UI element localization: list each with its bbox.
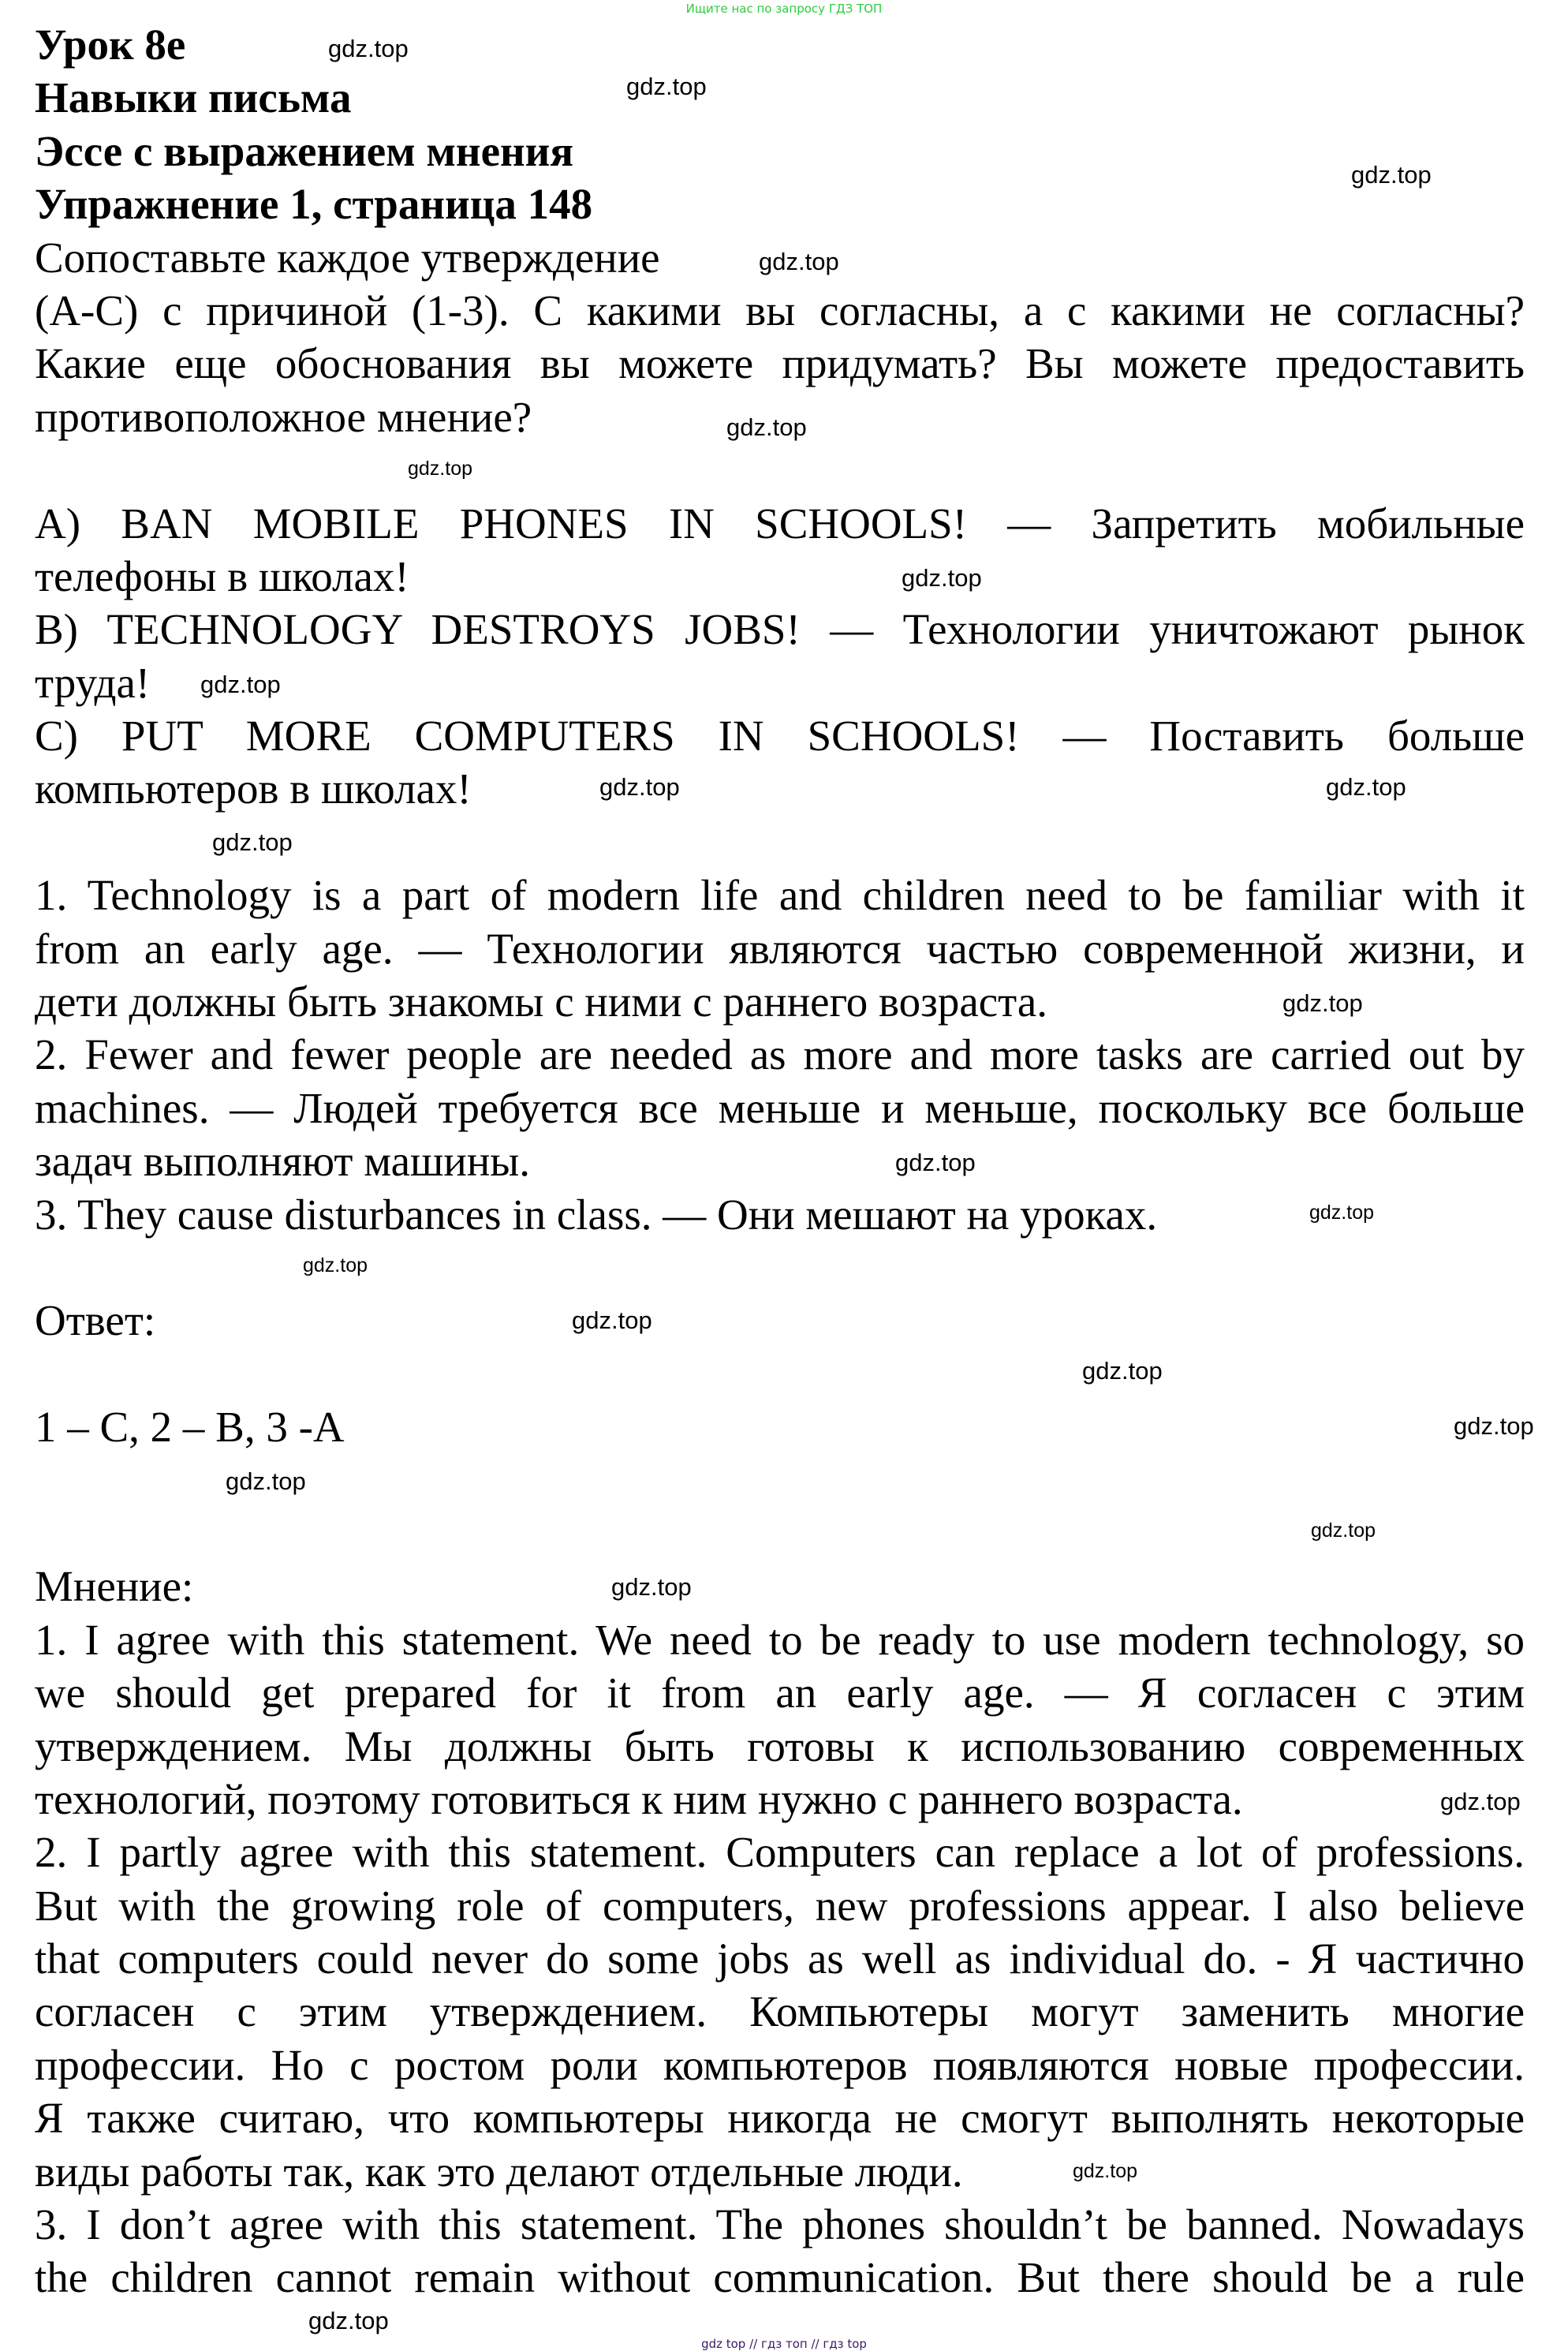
text-line: from an early age. — Технологии являются частью современной жизни, и (35, 924, 1525, 973)
text-line: труда! (35, 658, 151, 707)
text-line: But with the growing role of computers, new professions appear. I also believe (35, 1881, 1525, 1930)
text-line: machines. — Людей требуется все меньше и меньше, поскольку все больше (35, 1083, 1525, 1132)
watermark: gdz.top (1454, 1412, 1534, 1440)
text-line: виды работы так, как это делают отдельные люди. (35, 2147, 963, 2196)
text-line: задач выполняют машины. (35, 1137, 530, 1186)
text-line: компьютеров в школах! (35, 764, 472, 813)
text-line: that computers could never do some jobs as well as individual do. - Я частично (35, 1934, 1525, 1983)
watermark: gdz.top (1440, 1788, 1521, 1815)
text-line: телефоны в школах! (35, 551, 409, 600)
text-line: Ответ: (35, 1296, 156, 1345)
text-line: Сопоставьте каждое утверждение (35, 233, 660, 282)
text-line: 3. I don’t agree with this statement. The phones shouldn’t be banned. Nowadays (35, 2200, 1525, 2249)
text-line: we should get prepared for it from an early age. — Я согласен с этим (35, 1669, 1525, 1717)
watermark: gdz.top (1326, 773, 1406, 801)
watermark: gdz.top (328, 35, 409, 62)
watermark: gdz.top (303, 1254, 368, 1276)
text-line (35, 1347, 1525, 1400)
text-line: 1 – C, 2 – B, 3 -A (35, 1403, 345, 1452)
text-line (35, 1507, 1525, 1560)
text-line: the children cannot remain without communication. But there should be a rule (35, 2253, 1525, 2302)
watermark: gdz.top (1282, 989, 1363, 1017)
watermark: gdz.top (726, 413, 807, 441)
bottom-banner: gdz top // гдз топ // гдз top (701, 2337, 867, 2351)
watermark: gdz.top (308, 2307, 389, 2334)
text-line: 2. Fewer and fewer people are needed as more and more tasks are carried out by (35, 1030, 1525, 1079)
text-line: 1. Technology is a part of modern life and children need to be familiar with it (35, 871, 1525, 920)
heading-line: Урок 8е (35, 21, 186, 69)
watermark: gdz.top (759, 248, 839, 275)
text-line: согласен с этим утверждением. Компьютеры могут заменить многие (35, 1987, 1525, 2036)
heading-line: Эссе с выражением мнения (35, 126, 574, 175)
text-line: B) TECHNOLOGY DESTROYS JOBS! — Технологии уничтожают рынок (35, 605, 1525, 654)
text-line: утверждением. Мы должны быть готовы к использованию современных (35, 1721, 1525, 1770)
text-line: 3. They cause disturbances in class. — Они мешают на уроках. (35, 1190, 1158, 1239)
text-line: Какие еще обоснования вы можете придумать? Вы можете предоставить (35, 339, 1525, 388)
watermark: gdz.top (212, 828, 293, 856)
watermark: gdz.top (895, 1149, 976, 1176)
watermark: gdz.top (1351, 161, 1432, 189)
watermark: gdz.top (1082, 1357, 1163, 1385)
text-line: профессии. Но с ростом роли компьютеров появляются новые профессии. (35, 2040, 1525, 2089)
text-line: технологий, поэтому готовиться к ним нужно с раннего возраста. (35, 1774, 1243, 1823)
text-line: противоположное мнение? (35, 392, 532, 441)
text-line: C) PUT MORE COMPUTERS IN SCHOOLS! — Поставить больше (35, 712, 1525, 761)
watermark: gdz.top (1309, 1202, 1375, 1224)
watermark: gdz.top (408, 458, 473, 480)
text-line: Я также считаю, что компьютеры никогда не смогут выполнять некоторые (35, 2094, 1525, 2143)
watermark: gdz.top (200, 671, 281, 698)
text-line (35, 443, 1525, 496)
text-line: 1. I agree with this statement. We need to be ready to use modern technology, so (35, 1615, 1525, 1664)
watermark: gdz.top (626, 73, 707, 100)
watermark: gdz.top (1073, 2160, 1138, 2182)
text-line: (A-C) с причиной (1-3). С какими вы согласны, а с какими не согласны? (35, 286, 1525, 335)
document-body (35, 18, 1525, 2304)
text-line: дети должны быть знакомы с ними с раннего возраста. (35, 977, 1048, 1026)
text-line: 2. I partly agree with this statement. Computers can replace a lot of professions. (35, 1828, 1525, 1877)
watermark: gdz.top (226, 1467, 306, 1495)
watermark: gdz.top (902, 564, 982, 592)
watermark: gdz.top (1311, 1519, 1376, 1542)
watermark: gdz.top (599, 773, 680, 801)
heading-line: Навыки письма (35, 73, 352, 122)
watermark: gdz.top (572, 1306, 652, 1334)
top-banner: Ищите нас по запросу ГДЗ ТОП (685, 2, 883, 16)
text-line: Мнение: (35, 1562, 194, 1611)
heading-line: Упражнение 1, страница 148 (35, 180, 593, 229)
text-line: A) BAN MOBILE PHONES IN SCHOOLS! — Запретить мобильные (35, 499, 1525, 548)
text-line (35, 1241, 1525, 1294)
watermark: gdz.top (611, 1573, 692, 1601)
